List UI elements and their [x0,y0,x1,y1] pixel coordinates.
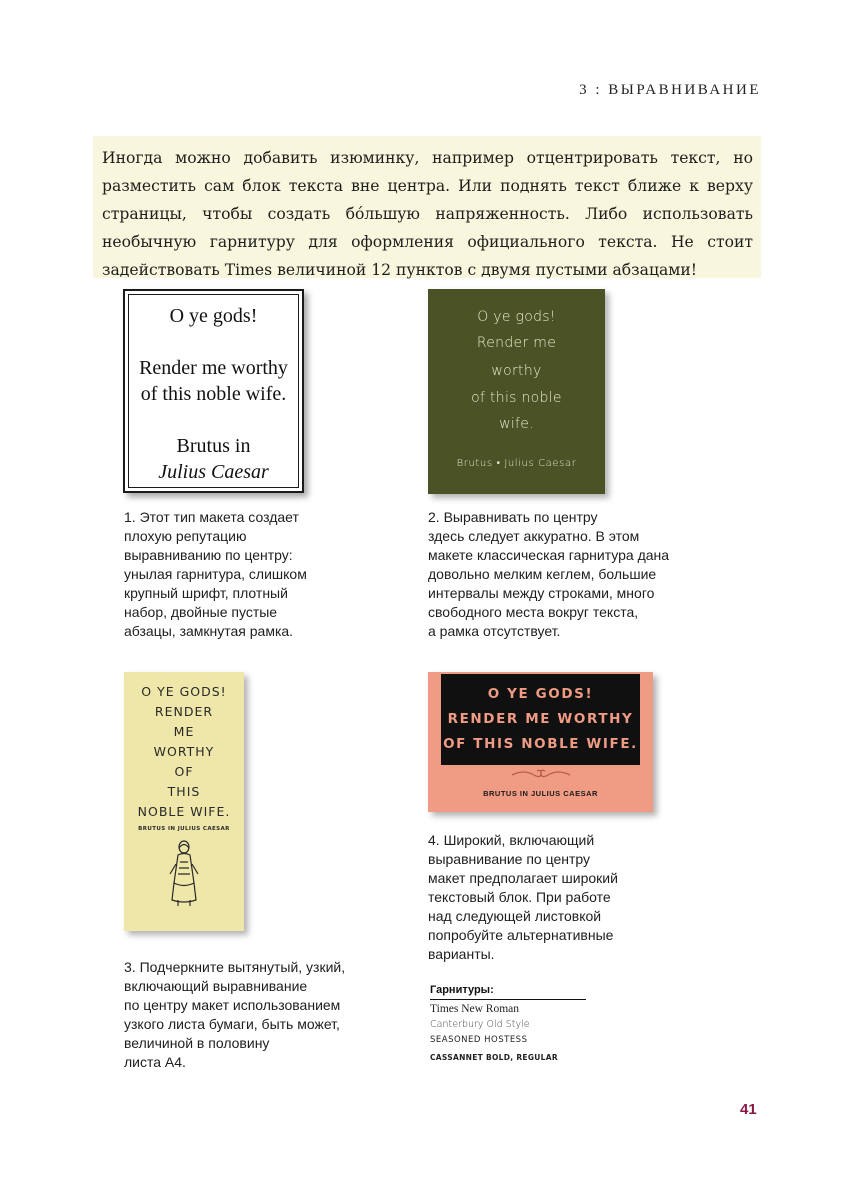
example-3-card [124,672,244,931]
example-4-line: O YE GODS! [487,686,594,702]
fonts-heading: Гарнитуры: [430,984,494,996]
example-2-line: worthy [491,363,542,379]
example-1-line: of this noble wife. [140,383,287,405]
example-1-caption: 1. Этот тип макета создает плохую репутацию выравниванию по центру: унылая гарнитура, слишком крупный шрифт, плотный набор, двойные пустые абзацы, замкнутая рамка. [124,509,307,639]
font-item: Canterbury Old Style [430,1019,530,1030]
example-1-line: Brutus in [176,435,251,457]
example-3-line: WORTHY [153,744,215,759]
example-2-line: wife. [499,416,534,432]
example-3-line: THIS [167,784,201,799]
example-2-card [428,289,605,494]
example-3-line: OF [174,764,194,779]
example-2-caption: 2. Выравнивать по центру здесь следует аккуратно. В этом макете классическая гарнитура дана довольно мелким кеглем, большие интервалы между строками, много свободного места вокруг текста, а рамка отсутствует. [428,509,670,639]
example-1-line: O ye gods! [169,305,258,327]
intro-paragraph: Иногда можно добавить изюминку, например отцентрировать текст, но разместить сам блок текста вне центра. Или поднять текст ближе к верху страницы, чтобы создать бóльшую напряженность. Либо использовать необычную гарнитуру для оформления официального текста. Не стоит задействовать Times величиной 12 пунктов с двумя пустыми абзацами! [93,136,761,278]
font-item: Times New Roman [430,1003,520,1015]
ornament-flourish-icon [510,767,572,781]
example-4-line: OF THIS NOBLE WIFE. [443,736,638,752]
figure-illustration-icon [164,838,204,910]
example-3-attribution: BRUTUS IN JULIUS CAESAR [138,826,230,832]
example-4-card [428,672,653,812]
example-3-line: ME [173,724,195,739]
example-3-line: NOBLE WIFE. [137,804,231,819]
font-item: SEASONED HOSTESS [430,1035,528,1045]
fonts-divider [430,999,586,1000]
example-4-line: RENDER ME WORTHY [447,711,634,727]
example-1-line: Render me worthy [139,357,288,379]
example-2-attribution: Brutus • Julius Caesar [456,458,577,469]
example-3-caption: 3. Подчеркните вытянутый, узкий, включающий выравнивание по центру макет использованием узкого листа бумаги, быть может, величиной в половину листа А4. [124,959,346,1070]
example-4-text-block [441,674,640,765]
page-number: 41 [740,1101,757,1118]
example-1-card [123,289,304,493]
example-2-line: O ye gods! [477,309,556,325]
example-2-line: of this noble [471,390,562,406]
example-1-inner-frame [128,294,299,488]
example-4-attribution: BRUTUS IN JULIUS CAESAR [483,789,598,798]
chapter-header: 3 : ВЫРАВНИВАНИЕ [579,82,761,98]
example-3-line: O YE GODS! [141,684,227,699]
example-3-line: RENDER [154,704,214,719]
example-2-line: Render me [476,335,557,351]
font-item: CASSANNET BOLD, REGULAR [430,1053,558,1062]
example-1-line: Julius Caesar [158,461,269,483]
example-4-caption: 4. Широкий, включающий выравнивание по центру макет предполагает широкий текстовый блок. При работе над следующей листовкой попробуйте альтернативные варианты. [428,832,618,962]
